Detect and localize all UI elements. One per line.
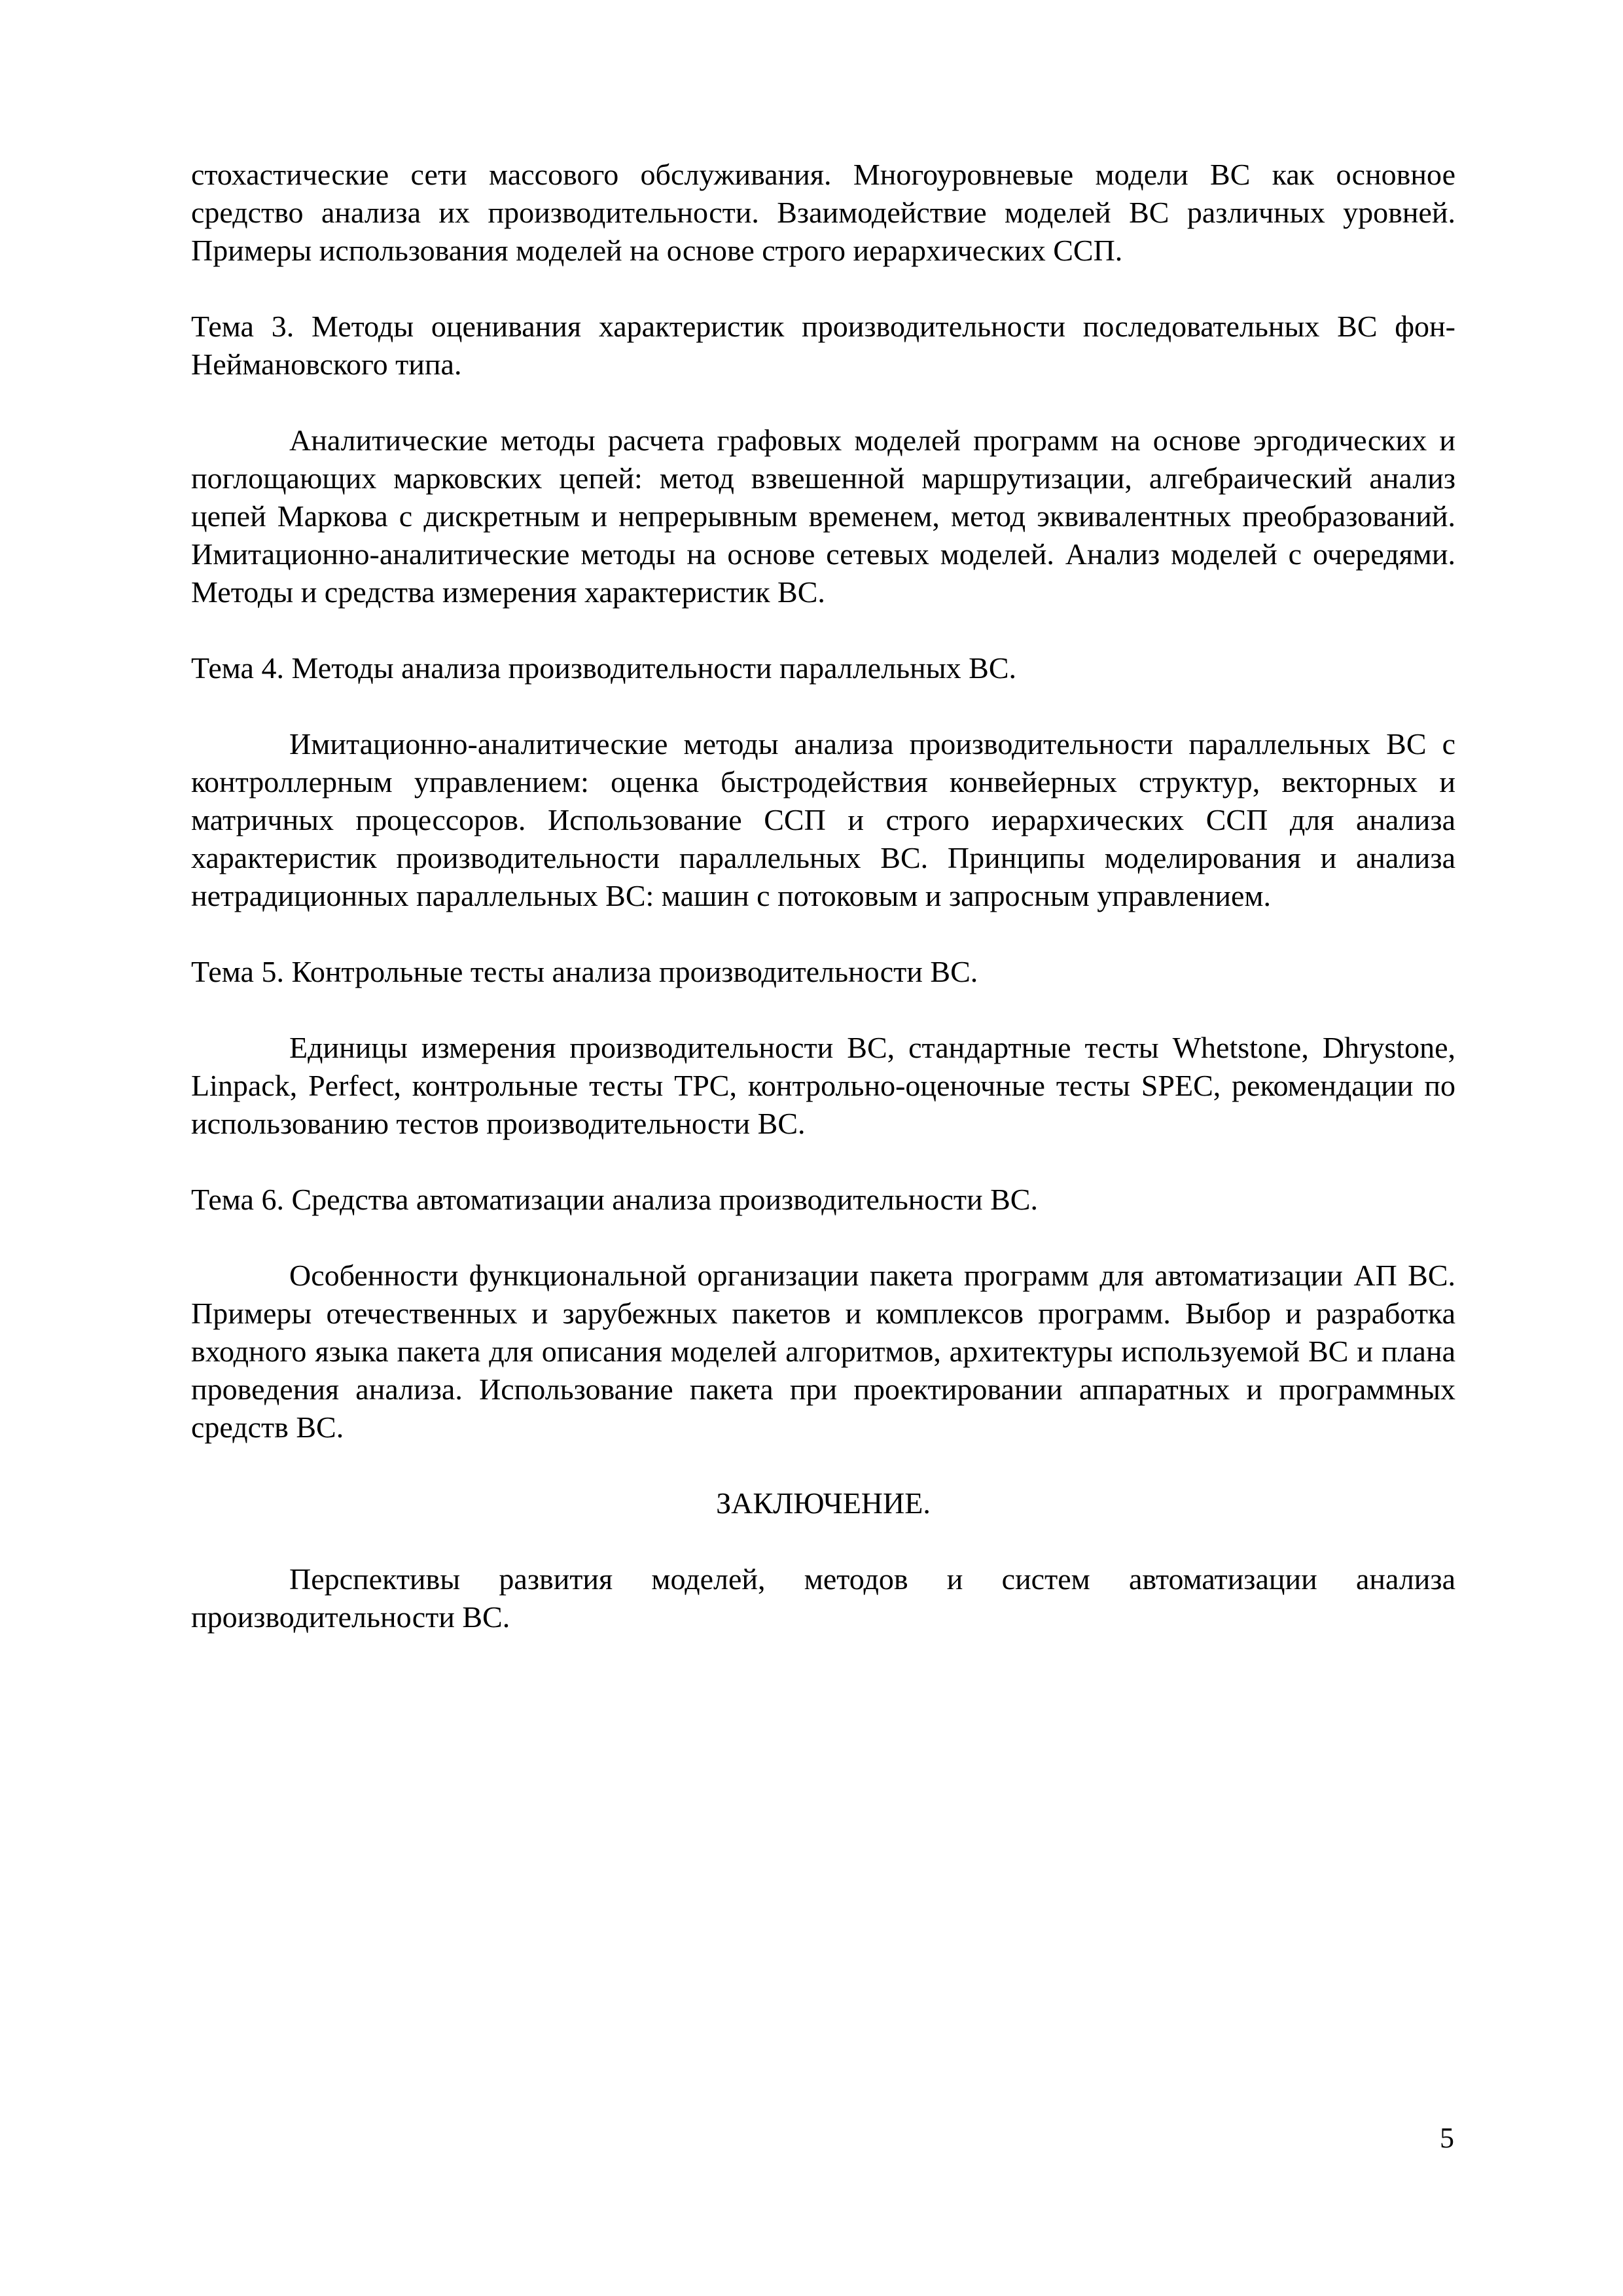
document-page bbox=[191, 156, 1455, 1636]
topic-4-heading: Тема 4. Методы анализа производительности параллельных ВС. bbox=[191, 651, 1017, 685]
topic-6-heading: Тема 6. Средства автоматизации анализа производительности ВС. bbox=[191, 1183, 1038, 1216]
topic-4-body: Имитационно-аналитические методы анализа производительности параллельных ВС с контроллерным управлением: оценка быстродействия конвейерных структур, векторных и матричных процессоров. Использование ССП и строго иерархических ССП для анализа характеристик производительности параллельных ВС. Принципы моделирования и анализа нетрадиционных параллельных ВС: машин с потоковым и запросным управлением. bbox=[191, 727, 1455, 912]
topic-5-body: Единицы измерения производительности ВС, стандартные тесты Whetstone, Dhrystone, Linpack, Perfect, контрольные тесты TPC, контрольно-оценочные тесты SPEC, рекомендации по использованию тестов производительности ВС. bbox=[191, 1031, 1455, 1140]
continuation-paragraph: стохастические сети массового обслуживания. Многоуровневые модели ВС как основное средство анализа их производительности. Взаимодействие моделей ВС различных уровней. Примеры использования моделей на основе строго иерархических ССП. bbox=[191, 158, 1455, 267]
page-number: 5 bbox=[1440, 2122, 1454, 2154]
conclusion-heading: ЗАКЛЮЧЕНИЕ. bbox=[716, 1486, 931, 1520]
topic-5-heading: Тема 5. Контрольные тесты анализа производительности ВС. bbox=[191, 955, 978, 988]
topic-6-body: Особенности функциональной организации пакета программ для автоматизации АП ВС. Примеры отечественных и зарубежных пакетов и комплексов программ. Выбор и разработка входного языка пакета для описания моделей алгоритмов, архитектуры используемой ВС и плана проведения анализа. Использование пакета при проектировании аппаратных и программных средств ВС. bbox=[191, 1259, 1455, 1444]
topic-3-heading: Тема 3. Методы оценивания характеристик производительности последовательных ВС фон-Неймановского типа. bbox=[191, 310, 1455, 381]
topic-3-body: Аналитические методы расчета графовых моделей программ на основе эргодических и поглощающих марковских цепей: метод взвешенной маршрутизации, алгебраический анализ цепей Маркова с дискретным и непрерывным временем, метод эквивалентных преобразований. Имитационно-аналитические методы на основе сетевых моделей. Анализ моделей с очередями. Методы и средства измерения характеристик ВС. bbox=[191, 423, 1455, 609]
conclusion-body: Перспективы развития моделей, методов и систем автоматизации анализа производительности ВС. bbox=[191, 1562, 1455, 1634]
